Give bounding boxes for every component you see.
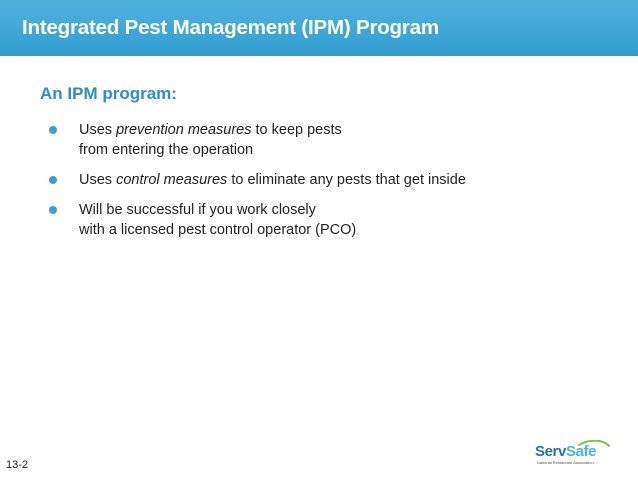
bullet-line: from entering the operation: [79, 142, 254, 158]
servsafe-logo: [535, 440, 611, 468]
bullet-dot-icon: [49, 206, 57, 214]
logo-wordmark: [535, 443, 596, 460]
bullet-line: [79, 170, 606, 190]
bullet-list: [46, 120, 606, 250]
bullet-text: Uses: [79, 122, 117, 138]
bullet-item-control: [46, 170, 606, 190]
title-bar: [0, 0, 638, 56]
logo-tagline: National Restaurant Association: [537, 460, 594, 465]
bullet-dot-icon: [49, 126, 57, 134]
bullet-text: to keep pests: [251, 122, 342, 138]
bullet-line: with a licensed pest control operator (PCO): [79, 222, 357, 238]
bullet-line: [79, 120, 606, 140]
bullet-dot-icon: [49, 176, 57, 184]
logo-safe: Safe: [565, 443, 597, 460]
bullet-text: to eliminate any pests that get inside: [227, 172, 466, 188]
bullet-text: Uses: [79, 172, 117, 188]
logo-serv: Serv: [535, 443, 566, 460]
slide-number: 13-2: [6, 459, 29, 471]
bullet-item-pco: [46, 200, 606, 240]
slide-title: Integrated Pest Management (IPM) Program: [22, 16, 439, 39]
bullet-emphasis: control measures: [116, 172, 228, 188]
bullet-item-prevention: [46, 120, 606, 160]
section-heading: An IPM program:: [40, 84, 177, 103]
bullet-line: Will be successful if you work closely: [79, 202, 316, 218]
bullet-emphasis: prevention measures: [116, 122, 252, 138]
